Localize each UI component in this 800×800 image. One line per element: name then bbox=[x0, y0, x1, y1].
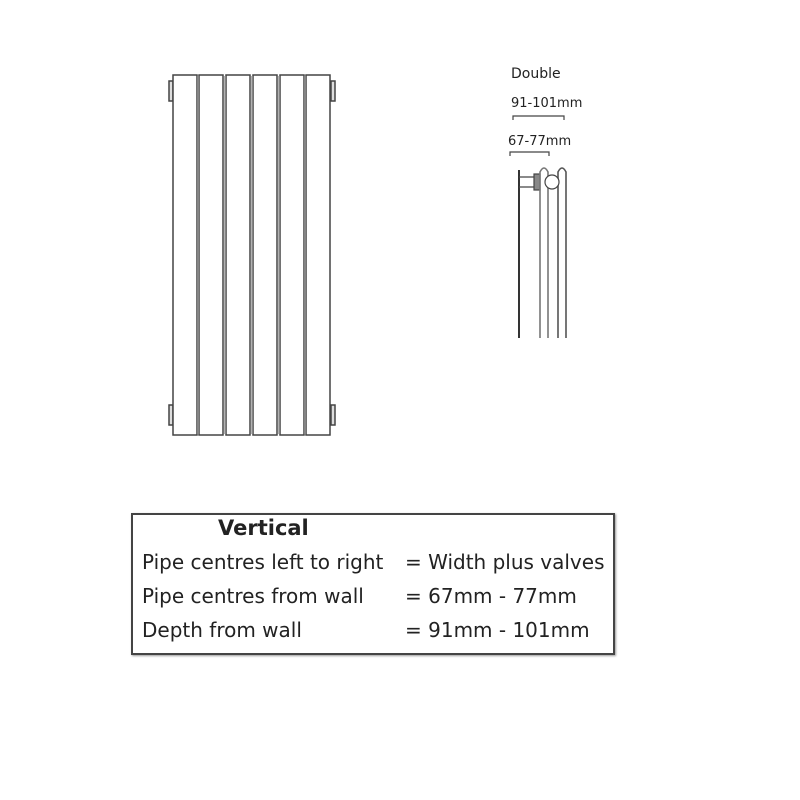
depth-dimension-label: 91-101mm bbox=[511, 96, 583, 111]
spec-row-label: Pipe centres from wall bbox=[142, 584, 364, 608]
radiator-front-view bbox=[160, 70, 350, 445]
spec-row-value: = 91mm - 101mm bbox=[405, 618, 590, 642]
pipe-centres-dimension-label: 67-77mm bbox=[508, 134, 572, 149]
spec-row-value: = 67mm - 77mm bbox=[405, 584, 577, 608]
spec-row-value: = Width plus valves bbox=[405, 550, 605, 574]
spec-row-label: Depth from wall bbox=[142, 618, 302, 642]
spec-table-title: Vertical bbox=[218, 516, 309, 540]
spec-row-label: Pipe centres left to right bbox=[142, 550, 384, 574]
side-view-title: Double bbox=[511, 66, 561, 82]
